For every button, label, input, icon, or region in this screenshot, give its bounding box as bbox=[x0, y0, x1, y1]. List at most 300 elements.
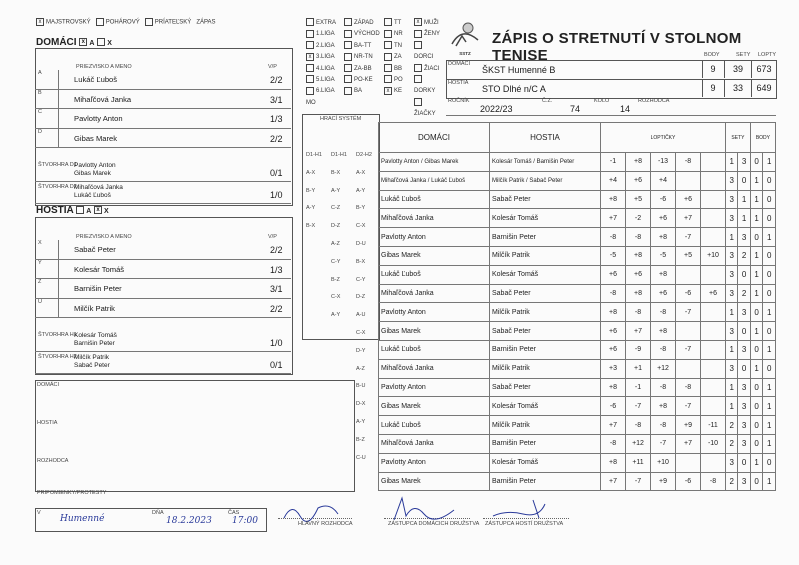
ball-score: +1 bbox=[626, 359, 651, 378]
match-row bbox=[379, 434, 776, 453]
ball-score bbox=[701, 378, 726, 397]
doubles-player: Gibas Marek bbox=[74, 170, 111, 177]
player-name: Kolesár Tomáš bbox=[74, 264, 125, 274]
checkbox-icon[interactable] bbox=[306, 30, 314, 38]
ball-score bbox=[701, 153, 726, 172]
system-code: A-Z bbox=[331, 241, 340, 247]
checkbox-icon[interactable] bbox=[344, 53, 352, 61]
player-vp: 1/3 bbox=[270, 114, 283, 124]
player-code: Y bbox=[38, 259, 42, 266]
ball-score bbox=[701, 265, 726, 284]
lopty-header: LOPTY bbox=[758, 52, 777, 58]
ball-score: -7 bbox=[676, 340, 701, 359]
ball-score: -8 bbox=[651, 378, 676, 397]
point-score: 0 bbox=[763, 322, 776, 341]
ball-score: +12 bbox=[626, 434, 651, 453]
ball-score: +6 bbox=[626, 171, 651, 190]
ball-score: +10 bbox=[651, 453, 676, 472]
checkbox-icon[interactable]: x bbox=[414, 18, 422, 26]
ball-score: -6 bbox=[676, 284, 701, 303]
checkbox-icon[interactable] bbox=[306, 18, 314, 26]
ball-score: -1 bbox=[601, 153, 626, 172]
set-score: 1 bbox=[738, 190, 750, 209]
match-row bbox=[379, 378, 776, 397]
set-score: 1 bbox=[738, 209, 750, 228]
player-name: Lukáč Ľuboš bbox=[74, 75, 118, 84]
point-score: 0 bbox=[763, 265, 776, 284]
match-type-label: MAJSTROVSKÝ bbox=[46, 19, 91, 26]
match-table bbox=[378, 122, 776, 491]
system-code: C-Y bbox=[356, 276, 366, 283]
ball-score: -8 bbox=[601, 284, 626, 303]
ball-score: -7 bbox=[626, 472, 651, 491]
ball-score: -9 bbox=[626, 340, 651, 359]
point-score: 0 bbox=[750, 472, 763, 491]
ball-score bbox=[701, 359, 726, 378]
match-guest: Kolesár Tomáš / Barnišin Peter bbox=[490, 153, 601, 172]
doubles-player: Pavlotty Anton bbox=[74, 162, 116, 169]
ball-score: -7 bbox=[626, 397, 651, 416]
checkbox-icon[interactable]: x bbox=[384, 87, 392, 95]
ball-score: +9 bbox=[676, 416, 701, 435]
system-code: B-X bbox=[331, 169, 341, 176]
point-score: 1 bbox=[763, 434, 776, 453]
checkbox-icon[interactable] bbox=[384, 75, 392, 83]
set-score: 0 bbox=[738, 322, 750, 341]
ball-score: +8 bbox=[601, 378, 626, 397]
ball-score: +12 bbox=[651, 359, 676, 378]
notes-box bbox=[35, 380, 355, 492]
ball-score: +3 bbox=[601, 359, 626, 378]
ball-score: +7 bbox=[601, 209, 626, 228]
doubles-code: ŠTVORHRA H2 bbox=[38, 354, 77, 360]
set-score: 3 bbox=[726, 322, 738, 341]
match-guest: Kolesár Tomáš bbox=[490, 209, 601, 228]
point-score: 1 bbox=[763, 153, 776, 172]
ball-score: +8 bbox=[651, 397, 676, 416]
player-vp: 2/2 bbox=[270, 75, 283, 85]
point-score: 1 bbox=[750, 359, 763, 378]
checkbox-icon[interactable] bbox=[384, 18, 392, 26]
league-grid bbox=[306, 18, 441, 118]
point-score: 1 bbox=[763, 340, 776, 359]
guest-lopty: 649 bbox=[751, 79, 776, 97]
doubles-code: ŠTVORHRA D2 bbox=[38, 184, 77, 190]
home-section-title: DOMÁCI x A X bbox=[36, 37, 112, 48]
match-guest: Milčík Patrik bbox=[490, 303, 601, 322]
point-score: 1 bbox=[750, 246, 763, 265]
system-code: B-Z bbox=[356, 436, 365, 443]
rozhodca-label: ROZHODCA bbox=[638, 98, 670, 104]
set-score: 1 bbox=[726, 340, 738, 359]
set-score: 0 bbox=[738, 171, 750, 190]
doubles-player: Sabač Peter bbox=[74, 362, 110, 369]
system-code: A-Y bbox=[331, 312, 341, 319]
match-row bbox=[379, 284, 776, 303]
ball-score bbox=[701, 228, 726, 247]
ball-score: +5 bbox=[626, 190, 651, 209]
ball-score: +8 bbox=[601, 303, 626, 322]
ball-score: -8 bbox=[676, 153, 701, 172]
checkbox-icon[interactable] bbox=[344, 87, 352, 95]
player-code: D bbox=[38, 128, 42, 135]
checkbox-icon[interactable] bbox=[344, 64, 352, 72]
point-score: 1 bbox=[763, 397, 776, 416]
point-score: 1 bbox=[763, 378, 776, 397]
ball-score: +6 bbox=[651, 209, 676, 228]
body-header: BODY bbox=[704, 52, 720, 58]
match-row bbox=[379, 171, 776, 190]
ball-score bbox=[676, 322, 701, 341]
doubles-vp: 1/0 bbox=[270, 338, 283, 348]
set-score: 2 bbox=[726, 434, 738, 453]
system-code: D-Y bbox=[356, 347, 366, 354]
system-code: A-X bbox=[306, 169, 316, 176]
checkbox-icon[interactable] bbox=[414, 41, 422, 49]
match-guest: Milčík Patrik bbox=[490, 416, 601, 435]
match-home: Pavlotty Anton / Gibas Marek bbox=[379, 153, 490, 172]
match-guest: Kolesár Tomáš bbox=[490, 397, 601, 416]
checkbox-icon[interactable] bbox=[306, 87, 314, 95]
doubles-player: Milčík Patrik bbox=[74, 354, 110, 361]
ball-score: +8 bbox=[651, 265, 676, 284]
checkbox-icon[interactable] bbox=[384, 41, 392, 49]
match-home: Lukáč Ľuboš bbox=[379, 416, 490, 435]
ball-score: -8 bbox=[626, 303, 651, 322]
ball-score: +7 bbox=[676, 434, 701, 453]
system-code: A-X bbox=[356, 169, 366, 176]
ball-score: -7 bbox=[676, 397, 701, 416]
point-score: 1 bbox=[750, 322, 763, 341]
checkbox-icon[interactable] bbox=[414, 98, 422, 106]
col-sets: SETY bbox=[726, 123, 751, 153]
ball-score: -7 bbox=[676, 228, 701, 247]
point-score: 0 bbox=[750, 303, 763, 322]
signature-icon bbox=[278, 500, 352, 522]
ball-score: -8 bbox=[651, 303, 676, 322]
doubles-player: Kolesár Tomáš bbox=[74, 332, 117, 339]
match-home: Lukáč Ľuboš bbox=[379, 340, 490, 359]
kolo-label: KOLO bbox=[594, 98, 610, 104]
league-col-4: x MUŽI ŽENY DORCI ŽIACI DORKY ŽIAČKY bbox=[414, 19, 441, 118]
set-score: 2 bbox=[738, 246, 750, 265]
ball-score: -8 bbox=[651, 416, 676, 435]
match-guest: Milčík Patrik bbox=[490, 359, 601, 378]
match-guest: Barnišin Peter bbox=[490, 434, 601, 453]
cz-label: Č.Z. bbox=[542, 98, 553, 104]
checkbox-icon[interactable] bbox=[344, 41, 352, 49]
match-home: Mihaľčová Janka bbox=[379, 209, 490, 228]
kolo-value: 14 bbox=[620, 104, 631, 114]
col-home: DOMÁCI bbox=[379, 123, 490, 153]
set-score: 3 bbox=[738, 378, 750, 397]
player-name: Sabač Peter bbox=[74, 245, 116, 254]
sety-header: SETY bbox=[736, 52, 751, 58]
match-home: Pavlotty Anton bbox=[379, 453, 490, 472]
ball-score: +6 bbox=[601, 322, 626, 341]
set-score: 3 bbox=[726, 246, 738, 265]
system-code: A-Z bbox=[356, 365, 365, 372]
point-score: 1 bbox=[750, 209, 763, 228]
set-score: 3 bbox=[726, 453, 738, 472]
set-score: 3 bbox=[726, 190, 738, 209]
match-home: Pavlotty Anton bbox=[379, 303, 490, 322]
cz-value: 74 bbox=[570, 104, 581, 114]
set-score: 2 bbox=[726, 472, 738, 491]
doubles-vp: 1/0 bbox=[270, 190, 283, 200]
ball-score bbox=[676, 265, 701, 284]
set-score: 2 bbox=[726, 416, 738, 435]
set-score: 3 bbox=[726, 171, 738, 190]
match-guest: Milčík Patrik / Sabač Peter bbox=[490, 171, 601, 190]
match-guest: Barnišin Peter bbox=[490, 472, 601, 491]
point-score: 1 bbox=[750, 284, 763, 303]
player-vp: 2/2 bbox=[270, 245, 283, 255]
set-score: 3 bbox=[726, 359, 738, 378]
checkbox-icon[interactable] bbox=[306, 41, 314, 49]
ball-score bbox=[676, 171, 701, 190]
checkbox-icon[interactable] bbox=[145, 18, 153, 26]
point-score: 1 bbox=[763, 416, 776, 435]
checkbox-icon[interactable] bbox=[306, 75, 314, 83]
player-code: Z bbox=[38, 279, 42, 285]
ball-score bbox=[676, 453, 701, 472]
player-name: Mihaľčová Janka bbox=[74, 94, 132, 104]
ball-score: +8 bbox=[626, 284, 651, 303]
ball-score: +9 bbox=[651, 472, 676, 491]
league-col-3: TT NR TN ZA BB PO x KE bbox=[384, 18, 403, 98]
set-score: 3 bbox=[738, 303, 750, 322]
match-row bbox=[379, 246, 776, 265]
point-score: 0 bbox=[750, 434, 763, 453]
checkbox-icon[interactable] bbox=[76, 206, 84, 214]
player-name: Milčík Patrik bbox=[74, 303, 115, 313]
point-score: 0 bbox=[763, 171, 776, 190]
set-score: 1 bbox=[726, 153, 738, 172]
ball-score: -8 bbox=[601, 228, 626, 247]
set-score: 1 bbox=[726, 228, 738, 247]
match-type-label: ZÁPAS bbox=[196, 19, 216, 26]
player-vp: 3/1 bbox=[270, 284, 283, 294]
checkbox-icon[interactable]: x bbox=[79, 38, 87, 46]
checkbox-icon[interactable] bbox=[414, 75, 422, 83]
match-home: Pavlotty Anton bbox=[379, 378, 490, 397]
ball-score: -6 bbox=[651, 190, 676, 209]
ball-score: +6 bbox=[626, 265, 651, 284]
point-score: 0 bbox=[750, 416, 763, 435]
notes-ref-label: ROZHODCA bbox=[37, 458, 69, 464]
point-score: 0 bbox=[763, 209, 776, 228]
set-score: 1 bbox=[726, 303, 738, 322]
col-points: BODY bbox=[750, 123, 775, 153]
system-code: C-Z bbox=[331, 205, 341, 212]
ball-score: -1 bbox=[626, 378, 651, 397]
ball-score: -8 bbox=[701, 472, 726, 491]
col-balls: LOPTIČKY bbox=[601, 123, 726, 153]
guest-sety: 33 bbox=[724, 79, 751, 97]
ball-score: +6 bbox=[701, 284, 726, 303]
point-score: 1 bbox=[750, 190, 763, 209]
system-code: D-X bbox=[356, 401, 366, 408]
match-home: Lukáč Ľuboš bbox=[379, 265, 490, 284]
point-score: 1 bbox=[763, 303, 776, 322]
ball-score: -13 bbox=[651, 153, 676, 172]
doubles-player: Barnišin Peter bbox=[74, 340, 115, 347]
system-code: A-Y bbox=[356, 187, 366, 194]
ball-score: +7 bbox=[676, 209, 701, 228]
player-vp: 2/2 bbox=[270, 133, 283, 144]
home-sety: 39 bbox=[724, 60, 751, 78]
point-score: 0 bbox=[750, 153, 763, 172]
checkbox-icon[interactable]: x bbox=[306, 53, 314, 61]
point-score: 0 bbox=[763, 284, 776, 303]
ball-score: -8 bbox=[626, 228, 651, 247]
ball-score: +6 bbox=[676, 190, 701, 209]
place-value: Humenné bbox=[60, 514, 105, 524]
ball-score bbox=[701, 209, 726, 228]
guest-team-name: STO Dlhé n/C A bbox=[482, 84, 546, 94]
point-score: 1 bbox=[763, 228, 776, 247]
point-score: 1 bbox=[750, 265, 763, 284]
page-title: ZÁPIS O STRETNUTÍ V STOLNOM TENISE bbox=[492, 30, 742, 64]
rocnik-label: ROČNÍK bbox=[448, 98, 470, 104]
ball-score: -5 bbox=[601, 246, 626, 265]
match-home: Mihaľčová Janka bbox=[379, 434, 490, 453]
ball-score: -8 bbox=[676, 378, 701, 397]
doubles-code: ŠTVORHRA D1 bbox=[38, 162, 77, 168]
ball-score: -6 bbox=[601, 397, 626, 416]
match-home: Mihaľčová Janka bbox=[379, 284, 490, 303]
ball-score: -10 bbox=[701, 434, 726, 453]
ball-score: +7 bbox=[601, 416, 626, 435]
point-score: 1 bbox=[750, 453, 763, 472]
point-score: 0 bbox=[763, 246, 776, 265]
match-type-label: POHÁROVÝ bbox=[105, 19, 140, 26]
system-code: C-X bbox=[356, 223, 366, 230]
match-row bbox=[379, 153, 776, 172]
ball-score bbox=[701, 303, 726, 322]
point-score: 0 bbox=[763, 453, 776, 472]
ball-score: +11 bbox=[626, 453, 651, 472]
system-code: B-Y bbox=[356, 205, 366, 212]
set-score: 3 bbox=[738, 434, 750, 453]
match-guest: Barnišin Peter bbox=[490, 228, 601, 247]
guest-body: 9 bbox=[702, 79, 723, 97]
player-vp: 1/3 bbox=[270, 264, 283, 275]
ball-score: -11 bbox=[701, 416, 726, 435]
ball-score: -8 bbox=[601, 434, 626, 453]
signature-referee bbox=[278, 518, 352, 519]
match-guest: Sabač Peter bbox=[490, 378, 601, 397]
ball-score: -7 bbox=[651, 434, 676, 453]
match-sheet: x MAJSTROVSKÝ POHÁROVÝ PRÍATEĽSKÝ ZÁPAS EXTRA 1.LIGA 2.LIGA x 3.LIGA 4.LIGA 5.LIGA 6.LIGA MO ZÁPAD VÝCHOD BA-TT NR-TN ZA-BB PO-KE BA TT NR TN ZA BB PO x KE x MUŽI ŽENY DORCI ŽIACI DORKY ŽIAČKY SSTZ ZÁPIS O STRETNUTÍ V STOLNOM TENISE BODY SETY LOPTY DOMÁCI ŠKST Humenné B 9 39 673 HOSTIA STO Dlhé n/C A 9 33 649 ROČNÍK 2022/23 Č.Z. 74 KOLO 14 ROZHODCA DOMÁCI x A X PRIEZVISKO A MENO V/P A Lukáč Ľuboš 2/2 B Mihaľčová Janka 3/1 C Pavlotty Anton 1/3 D Gibas Marek 2/2 ŠTVORHRA D1 Pavlotty Anton Gibas Marek 0/1 ŠTVORHRA D2 Mihaľčová Janka Lukáč Ľuboš 1/0 HOSTIA A x X PRIEZVISKO A MENO V/P X Sabač Peter 2/2 Y Kolesár Tomáš 1/3 Z Barnišin Peter 3/1 U Milčík Patrik 2/2 ŠTVORHRA H1 Kolesár Tomáš Barnišin Peter 1/0 ŠTVORHRA H2 Milčík Patrik Sabač Peter 0/1 DOMÁCI HOSTIA ROZHODCA PRIPOMIENKY/PROTESTY V Humenné DŇA 18.2.2023 ČAS 17:00 HLAVNÝ ROZHODCA ZÁSTUPCA DOMÁCICH DRUŽSTVA ZÁSTUPCA HOSTÍ DRUŽSTVA HRACÍ SYSTÉM D1-H1 D1-H1 D2-H2 A-X B-X A-X B-Y A-Y A-Y A-Y C-Z B-Y B-X D-Z C-X A-Z D-U C-Y B-X B-Z C-Y C-X D-Z A-Y A-U C-X D-Y A-Z B-U D-X A-Y B-Z C-U DOMÁCI HOSTIA LOPTIČKY SETY BODY Pavlotty Anton / Gibas Marek Kolesár Tomáš / Barnišin Peter -1 +8 -13 -8 1 3 0 1 Mihaľčová Janka / Lukáč Ľuboš Milčík Patrik / Sabač Peter +4 +6 +4 3 0 1 0 Lukáč Ľuboš Sabač Peter +8 +5 -6 +6 3 1 1 0 Mihaľčová Janka Kolesár Tomáš +7 -2 +6 +7 3 1 1 0 Pavlotty Anton Barnišin Peter -8 -8 +8 -7 1 3 0 1 Gibas Marek Milčík Patrik -5 +8 -5 +5 +10 3 2 1 0 Lukáč Ľuboš Kolesár Tomáš +6 +6 +8 3 0 1 0 Mihaľčová Janka Sabač Peter -8 +8 +6 -6 +6 3 2 1 0 Pavlotty Anton Milčík Patrik +8 -8 -8 -7 1 3 0 1 Gibas Marek Sabač Peter +6 +7 +8 3 0 1 0 Lukáč Ľuboš Barnišin Peter +6 -9 -8 -7 1 3 0 1 Mihaľčová Janka Milčík Patrik +3 +1 +12 3 0 1 0 Pavlotty Anton Sabač Peter +8 -1 -8 -8 1 3 0 1 Gibas Marek Kolesár Tomáš -6 -7 +8 -7 1 3 0 1 Lukáč Ľuboš Milčík Patrik +7 -8 -8 +9 -11 2 3 0 1 Mihaľčová Janka Barnišin Peter -8 +12 -7 +7 -10 2 3 0 1 Pavlotty Anton Kolesár Tomáš +8 +11 +10 3 0 1 0 Gibas Marek Barnišin Peter +7 -7 +9 -6 -8 2 3 0 1 bbox=[0, 0, 799, 565]
set-score: 1 bbox=[726, 397, 738, 416]
ball-score: +8 bbox=[601, 453, 626, 472]
checkbox-icon[interactable]: x bbox=[36, 18, 44, 26]
ball-score bbox=[701, 340, 726, 359]
ball-score: -2 bbox=[626, 209, 651, 228]
system-code: B-Y bbox=[306, 187, 316, 194]
player-code: X bbox=[38, 240, 42, 246]
player-vp: 2/2 bbox=[270, 303, 283, 314]
match-guest: Sabač Peter bbox=[490, 190, 601, 209]
match-row bbox=[379, 190, 776, 209]
ball-score: +7 bbox=[601, 472, 626, 491]
match-row bbox=[379, 453, 776, 472]
match-home: Mihaľčová Janka / Lukáč Ľuboš bbox=[379, 171, 490, 190]
checkbox-icon[interactable] bbox=[344, 75, 352, 83]
ball-score: -6 bbox=[676, 472, 701, 491]
signature-home bbox=[384, 518, 470, 519]
ball-score bbox=[701, 322, 726, 341]
system-code: D-U bbox=[356, 241, 366, 247]
checkbox-icon[interactable] bbox=[384, 64, 392, 72]
doubles-vp: 0/1 bbox=[270, 360, 283, 370]
checkbox-icon[interactable] bbox=[384, 53, 392, 61]
system-code: B-X bbox=[356, 258, 366, 265]
home-lopty: 673 bbox=[751, 60, 776, 78]
match-row bbox=[379, 359, 776, 378]
checkbox-icon[interactable] bbox=[414, 64, 422, 72]
match-row bbox=[379, 472, 776, 491]
ball-score: +6 bbox=[601, 340, 626, 359]
ball-score bbox=[701, 190, 726, 209]
system-code: D1-H1 bbox=[306, 152, 322, 158]
set-score: 3 bbox=[738, 397, 750, 416]
system-code: D1-H1 bbox=[331, 152, 347, 158]
set-score: 2 bbox=[738, 284, 750, 303]
set-score: 3 bbox=[738, 472, 750, 491]
signature-icon bbox=[384, 494, 470, 524]
date-value: 18.2.2023 bbox=[166, 516, 212, 526]
ball-score: +6 bbox=[651, 284, 676, 303]
player-code: C bbox=[38, 109, 42, 115]
match-guest: Sabač Peter bbox=[490, 284, 601, 303]
ball-score: +5 bbox=[676, 246, 701, 265]
set-score: 3 bbox=[738, 340, 750, 359]
player-vp: 3/1 bbox=[270, 94, 283, 105]
system-code: D-Z bbox=[331, 223, 341, 230]
ball-score: +8 bbox=[651, 228, 676, 247]
checkbox-icon[interactable] bbox=[384, 30, 392, 38]
ball-score: +8 bbox=[626, 153, 651, 172]
checkbox-icon[interactable] bbox=[306, 64, 314, 72]
match-home: Lukáč Ľuboš bbox=[379, 190, 490, 209]
home-team-name: ŠKST Humenné B bbox=[482, 65, 556, 75]
match-home: Mihaľčová Janka bbox=[379, 359, 490, 378]
system-code: C-X bbox=[356, 330, 366, 336]
doubles-player: Lukáč Ľuboš bbox=[74, 192, 111, 199]
player-name: Barnišin Peter bbox=[74, 284, 122, 293]
player-code: B bbox=[38, 89, 42, 96]
ball-score: +4 bbox=[651, 171, 676, 190]
system-code: C-U bbox=[356, 454, 366, 461]
remarks-label: PRIPOMIENKY/PROTESTY bbox=[37, 490, 107, 496]
checkbox-icon[interactable] bbox=[96, 18, 104, 26]
ball-score: +8 bbox=[651, 322, 676, 341]
point-score: 0 bbox=[750, 228, 763, 247]
match-guest: Kolesár Tomáš bbox=[490, 453, 601, 472]
set-score: 3 bbox=[738, 228, 750, 247]
match-home: Pavlotty Anton bbox=[379, 228, 490, 247]
match-home: Gibas Marek bbox=[379, 246, 490, 265]
checkbox-icon[interactable] bbox=[414, 30, 422, 38]
checkbox-icon[interactable] bbox=[344, 30, 352, 38]
checkbox-icon[interactable] bbox=[344, 18, 352, 26]
checkbox-icon[interactable] bbox=[97, 38, 105, 46]
checkbox-icon[interactable]: x bbox=[94, 206, 102, 214]
ball-score: +6 bbox=[601, 265, 626, 284]
